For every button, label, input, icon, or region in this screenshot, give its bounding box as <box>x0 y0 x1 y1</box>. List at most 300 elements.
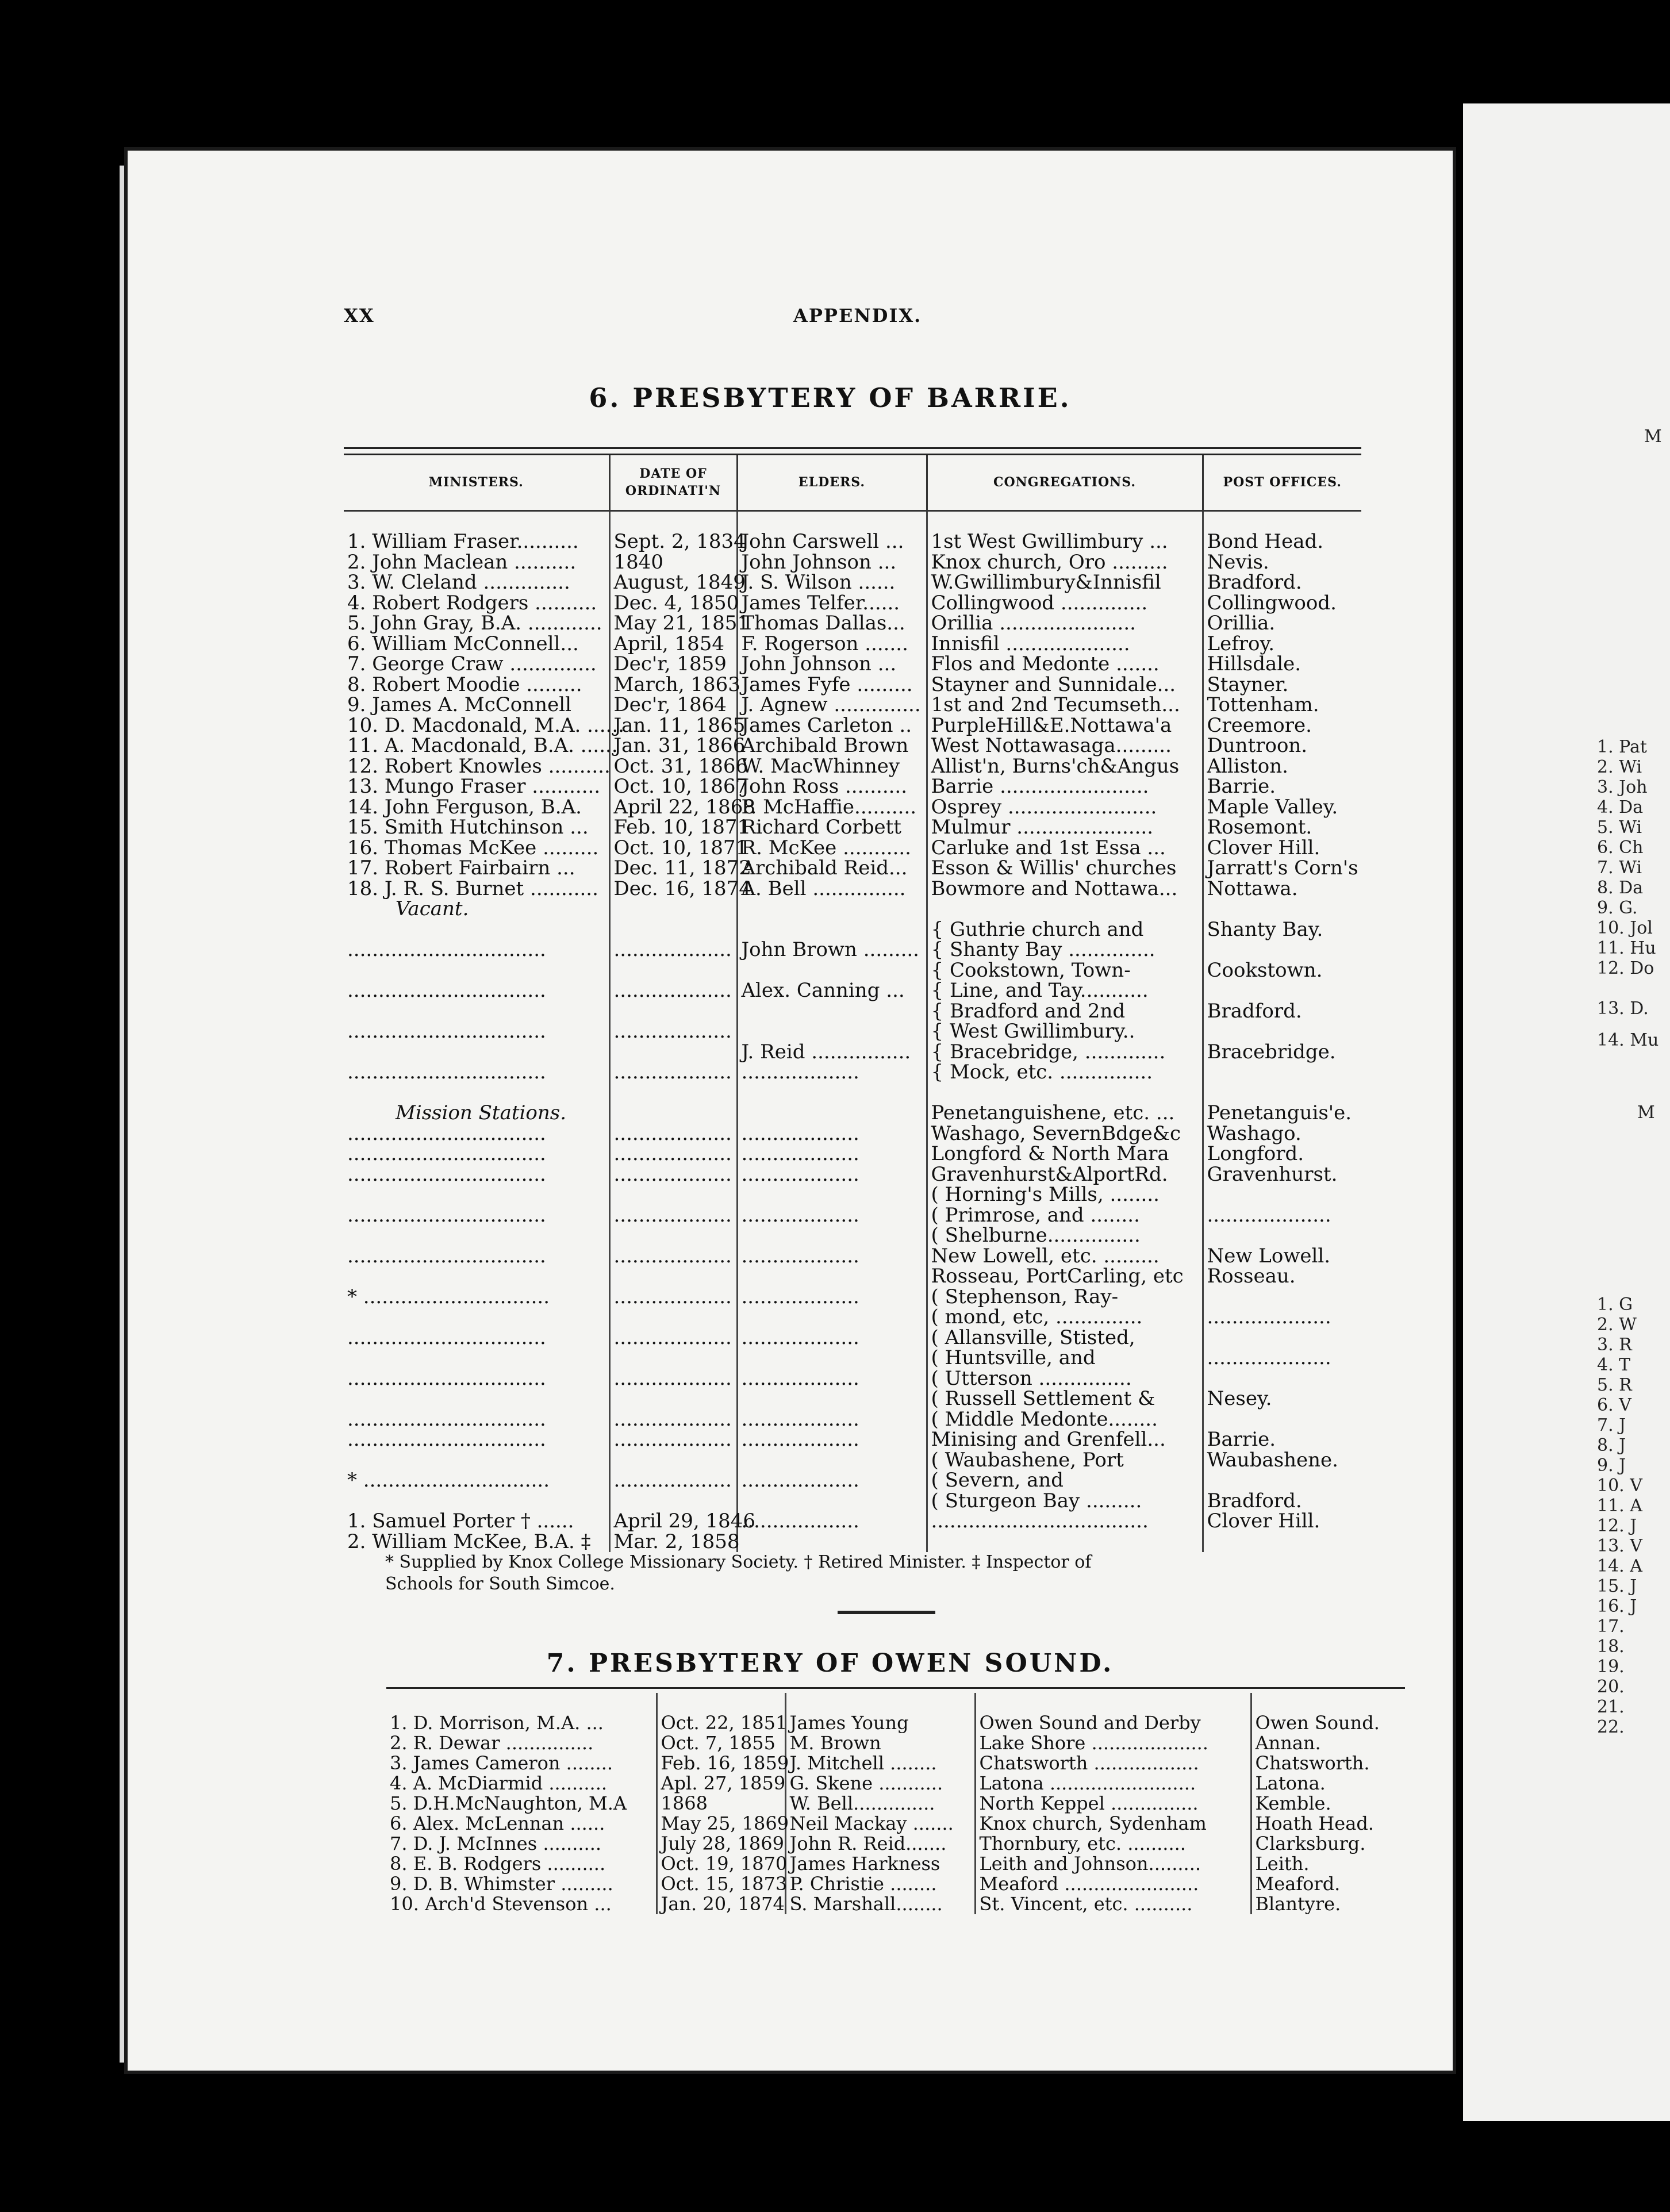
table-cell: Washago, SevernBdge&c <box>927 1124 1203 1145</box>
table-cell: ................................... <box>927 1511 1203 1532</box>
table-cell: Oct. 7, 1855 <box>657 1733 785 1753</box>
table-cell: ................... <box>737 1369 927 1389</box>
table-cell <box>1203 1410 1361 1430</box>
table-row <box>344 1287 1361 1308</box>
table-cell: Knox church, Sydenham <box>975 1814 1251 1834</box>
table-cell: ................... <box>737 1205 927 1226</box>
table-cell: ................... <box>737 1165 927 1185</box>
table-cell: Rosseau. <box>1203 1266 1361 1287</box>
table-cell: J. S. Wilson ...... <box>737 573 927 593</box>
table-cell: ................... <box>609 1062 737 1083</box>
table-row <box>344 593 1361 614</box>
table-cell <box>1203 1185 1361 1205</box>
table-cell: Sept. 2, 1834 <box>609 532 737 552</box>
table-cell: ................................ <box>347 1122 546 1145</box>
table-cell: Esson & Willis' churches <box>927 858 1203 879</box>
table-cell <box>737 1001 927 1022</box>
table-row <box>386 1794 1405 1814</box>
table-cell <box>737 1185 927 1205</box>
table-cell: Alliston. <box>1203 756 1361 777</box>
table-row <box>344 961 1361 981</box>
table-cell <box>737 1491 927 1512</box>
barrie-table <box>344 455 1361 1552</box>
table-cell <box>344 1266 609 1287</box>
table-cell: Osprey ........................ <box>927 797 1203 818</box>
col-ministers: MINISTERS. <box>344 455 609 510</box>
table-cell: St. Vincent, etc. .......... <box>975 1894 1251 1914</box>
table-cell: ( Huntsville, and <box>927 1348 1203 1369</box>
table-row <box>386 1693 1405 1713</box>
table-cell <box>737 899 927 920</box>
table-cell: 14. John Ferguson, B.A. <box>347 795 582 819</box>
table-row <box>344 1348 1361 1369</box>
table-cell: W. MacWhinney <box>737 756 927 777</box>
table-cell: Allist'n, Burns'ch&Angus <box>927 756 1203 777</box>
table-cell: 10. D. Macdonald, M.A. ...... <box>347 713 624 737</box>
adjacent-page-fragment: 6. Ch <box>1597 838 1644 858</box>
table-cell: Vacant. <box>396 897 469 920</box>
table-cell: ................... <box>737 1511 927 1532</box>
table-cell: August, 1849 <box>609 573 737 593</box>
table-cell <box>386 1693 657 1713</box>
table-cell: { Bracebridge, ............. <box>927 1042 1203 1063</box>
table-row <box>344 1430 1361 1450</box>
table-row <box>344 1144 1361 1165</box>
adjacent-page-fragment: 1. Pat <box>1597 737 1647 757</box>
table-cell: Clarksburg. <box>1251 1834 1405 1854</box>
table-cell: ................... <box>737 1430 927 1450</box>
table-cell <box>1203 1532 1361 1553</box>
table-cell <box>344 510 609 532</box>
table-cell: March, 1863 <box>609 675 737 696</box>
table-cell: Rosseau, PortCarling, etc <box>927 1266 1203 1287</box>
table-cell: ( Utterson ............... <box>927 1369 1203 1389</box>
table-row <box>386 1753 1405 1773</box>
table-cell: { Guthrie church and <box>927 920 1203 940</box>
table-cell <box>737 1532 927 1553</box>
table-cell: 1st and 2nd Tecumseth... <box>927 695 1203 716</box>
table-row <box>344 940 1361 961</box>
table-cell: 8. Robert Moodie ......... <box>347 673 582 696</box>
table-cell: { West Gwillimbury.. <box>927 1021 1203 1042</box>
table-cell <box>344 1042 609 1063</box>
table-cell <box>609 1042 737 1063</box>
table-cell: { Shanty Bay .............. <box>927 940 1203 961</box>
table-cell: ( Horning's Mills, ........ <box>927 1185 1203 1205</box>
table-cell: ................... <box>609 1369 737 1389</box>
table-cell: 6. Alex. McLennan ...... <box>390 1812 605 1834</box>
adjacent-page-fragment: 3. R <box>1597 1335 1632 1355</box>
table-cell <box>927 899 1203 920</box>
table-cell: ................... <box>609 1328 737 1349</box>
table-cell: ( Severn, and <box>927 1470 1203 1491</box>
table-row <box>344 654 1361 675</box>
table-cell <box>737 1307 927 1328</box>
table-cell: Creemore. <box>1203 716 1361 736</box>
table-cell: Chatsworth .................. <box>975 1753 1251 1773</box>
table-cell <box>609 1083 737 1104</box>
table-cell: Leith and Johnson......... <box>975 1854 1251 1874</box>
table-cell: Gravenhurst. <box>1203 1165 1361 1185</box>
table-cell: Knox church, Oro ......... <box>927 552 1203 573</box>
adjacent-page-fragment: 16. J <box>1597 1596 1637 1616</box>
table-cell: Archibald Brown <box>737 736 927 756</box>
table-cell: ................... <box>609 1470 737 1491</box>
table-cell <box>1203 1470 1361 1491</box>
table-cell: May 21, 1851 <box>609 613 737 634</box>
adjacent-page-fragment: 12. Do <box>1597 958 1654 978</box>
table-row <box>386 1814 1405 1834</box>
table-row <box>344 838 1361 859</box>
section-divider <box>838 1611 935 1614</box>
page-number: XX <box>344 305 375 327</box>
table-cell: ................... <box>609 940 737 961</box>
table-cell <box>609 1389 737 1410</box>
table-cell <box>1203 981 1361 1001</box>
table-cell: John Brown ......... <box>737 940 927 961</box>
footnote-line-2: Schools for South Simcoe. <box>385 1574 615 1594</box>
table-cell <box>1203 1328 1361 1349</box>
table-cell: Mar. 2, 1858 <box>609 1532 737 1553</box>
table-cell: 3. James Cameron ........ <box>390 1752 613 1774</box>
table-cell <box>609 1450 737 1471</box>
table-cell: Orillia ...................... <box>927 613 1203 634</box>
table-cell: James Young <box>785 1713 975 1733</box>
table-row <box>344 1307 1361 1328</box>
table-cell: Bracebridge. <box>1203 1042 1361 1063</box>
table-cell: 2. John Maclean .......... <box>347 550 577 574</box>
barrie-top-rule <box>344 447 1361 455</box>
table-cell <box>344 961 609 981</box>
table-cell: Annan. <box>1251 1733 1405 1753</box>
barrie-table-body <box>344 510 1361 1552</box>
table-cell <box>737 510 927 532</box>
adjacent-page-fragment: 4. T <box>1597 1355 1631 1375</box>
owen-top-rule <box>386 1687 1405 1689</box>
table-cell: Thomas Dallas... <box>737 613 927 634</box>
table-cell: 9. James A. McConnell <box>347 693 571 716</box>
table-row <box>344 675 1361 696</box>
table-cell <box>737 1226 927 1246</box>
table-cell: P. Christie ........ <box>785 1874 975 1894</box>
table-row <box>344 1001 1361 1022</box>
table-cell: Stayner. <box>1203 675 1361 696</box>
table-row <box>344 1165 1361 1185</box>
table-cell: Minising and Grenfell... <box>927 1430 1203 1450</box>
table-cell: 7. George Craw .............. <box>347 652 597 675</box>
table-cell: W.Gwillimbury&Innisfil <box>927 573 1203 593</box>
table-cell: Duntroon. <box>1203 736 1361 756</box>
barrie-title: 6. PRESBYTERY OF BARRIE. <box>589 382 1072 413</box>
table-row <box>344 1266 1361 1287</box>
table-row <box>344 1470 1361 1491</box>
table-cell: Dec'r, 1859 <box>609 654 737 675</box>
table-cell: ( Shelburne............... <box>927 1226 1203 1246</box>
table-cell: Bradford. <box>1203 1491 1361 1512</box>
adjacent-page-fragment: 12. J <box>1597 1516 1637 1536</box>
adjacent-page-fragment: 11. A <box>1597 1496 1642 1516</box>
table-cell: G. Skene ........... <box>785 1773 975 1794</box>
table-cell: 5. D.H.McNaughton, M.A <box>390 1792 627 1814</box>
col-post-offices: POST OFFICES. <box>1203 455 1361 510</box>
table-cell: 1. Samuel Porter † ...... <box>347 1510 574 1533</box>
table-row <box>344 1450 1361 1471</box>
adjacent-page-fragment: 3. Joh <box>1597 777 1648 797</box>
table-cell <box>927 510 1203 532</box>
table-row <box>344 1062 1361 1083</box>
table-cell: 12. Robert Knowles .......... <box>347 754 611 778</box>
table-cell <box>609 1307 737 1328</box>
table-row <box>344 1226 1361 1246</box>
table-cell: 1st West Gwillimbury ... <box>927 532 1203 552</box>
table-cell: Dec. 4, 1850 <box>609 593 737 614</box>
table-cell <box>737 1348 927 1369</box>
adjacent-page-fragment: M <box>1644 427 1662 447</box>
table-cell: Innisfil .................... <box>927 634 1203 655</box>
table-cell: ................... <box>737 1144 927 1165</box>
table-cell <box>609 920 737 940</box>
table-cell: Nevis. <box>1203 552 1361 573</box>
table-row <box>344 879 1361 900</box>
table-cell <box>1203 1287 1361 1308</box>
table-cell <box>1203 1369 1361 1389</box>
table-cell: ................... <box>609 1410 737 1430</box>
adjacent-page-fragment: 13. D. <box>1597 999 1649 1019</box>
table-cell: Bond Head. <box>1203 532 1361 552</box>
footnote-line-1: * Supplied by Knox College Missionary Society. † Retired Minister. ‡ Inspector of <box>385 1552 1092 1572</box>
table-cell: ( Waubashene, Port <box>927 1450 1203 1471</box>
table-cell: ................... <box>609 1430 737 1450</box>
table-cell: ( mond, etc, .............. <box>927 1307 1203 1328</box>
table-cell: Mulmur ...................... <box>927 817 1203 838</box>
table-row <box>386 1874 1405 1894</box>
table-cell: Flos and Medonte ....... <box>927 654 1203 675</box>
table-cell: Washago. <box>1203 1124 1361 1145</box>
table-row <box>344 858 1361 879</box>
table-cell: 5. John Gray, B.A. ............ <box>347 612 602 635</box>
adjacent-page-fragment: 7. J <box>1597 1415 1626 1435</box>
table-cell <box>609 899 737 920</box>
adjacent-page-fragment: 10. V <box>1597 1476 1642 1496</box>
table-cell <box>1251 1693 1405 1713</box>
table-row <box>386 1894 1405 1914</box>
adjacent-page-fragment: 5. Wi <box>1597 817 1642 838</box>
table-row <box>386 1773 1405 1794</box>
table-cell: West Nottawasaga......... <box>927 736 1203 756</box>
table-cell: P. McHaffie.......... <box>737 797 927 818</box>
table-cell: * .............................. <box>347 1469 550 1492</box>
table-cell <box>737 1450 927 1471</box>
table-cell: ................................ <box>347 1244 546 1268</box>
table-cell: 8. E. B. Rodgers .......... <box>390 1853 606 1875</box>
table-cell: Oct. 19, 1870 <box>657 1854 785 1874</box>
table-cell: Jan. 31, 1866 <box>609 736 737 756</box>
table-cell: Penetanguishene, etc. ... <box>927 1103 1203 1124</box>
table-cell: John Johnson ... <box>737 552 927 573</box>
table-row <box>344 1511 1361 1532</box>
table-cell <box>609 1226 737 1246</box>
table-cell <box>927 1083 1203 1104</box>
table-cell <box>344 1185 609 1205</box>
table-cell: ( Russell Settlement & <box>927 1389 1203 1410</box>
table-cell: ................... <box>609 1144 737 1165</box>
table-cell: ................................ <box>347 1020 546 1043</box>
table-cell: Latona. <box>1251 1773 1405 1794</box>
table-cell: Rosemont. <box>1203 817 1361 838</box>
table-cell <box>609 510 737 532</box>
table-cell: ................................ <box>347 1428 546 1451</box>
table-cell: Hillsdale. <box>1203 654 1361 675</box>
adjacent-page-fragment: 19. <box>1597 1657 1625 1677</box>
table-cell: ................... <box>737 1328 927 1349</box>
table-cell: J. Reid ................ <box>737 1042 927 1063</box>
table-cell: F. Rogerson ....... <box>737 634 927 655</box>
table-cell: J. Agnew .............. <box>737 695 927 716</box>
adjacent-page-fragment: 9. G. <box>1597 898 1638 918</box>
table-cell: ................................ <box>347 1366 546 1390</box>
table-cell <box>737 1021 927 1042</box>
table-cell: James Harkness <box>785 1854 975 1874</box>
table-cell: ................... <box>737 1246 927 1267</box>
table-cell: ( Stephenson, Ray- <box>927 1287 1203 1308</box>
table-cell: ................................ <box>347 1203 546 1227</box>
table-cell <box>1203 940 1361 961</box>
table-cell: 1. D. Morrison, M.A. ... <box>390 1712 604 1734</box>
table-cell: R. McKee ........... <box>737 838 927 859</box>
table-cell: Longford. <box>1203 1144 1361 1165</box>
adjacent-page-fragment: 2. Wi <box>1597 757 1642 777</box>
table-cell: Waubashene. <box>1203 1450 1361 1471</box>
table-cell: April, 1854 <box>609 634 737 655</box>
table-cell: ................... <box>609 1124 737 1145</box>
owen-title: 7. PRESBYTERY OF OWEN SOUND. <box>546 1649 1114 1678</box>
table-cell: Owen Sound and Derby <box>975 1713 1251 1733</box>
table-cell: ................... <box>737 1124 927 1145</box>
table-cell <box>1203 1062 1361 1083</box>
table-cell: Longford & North Mara <box>927 1144 1203 1165</box>
table-row <box>344 1328 1361 1349</box>
table-cell: Carluke and 1st Essa ... <box>927 838 1203 859</box>
table-cell: Stayner and Sunnidale... <box>927 675 1203 696</box>
adjacent-page-fragment: 14. Mu <box>1597 1030 1659 1050</box>
table-cell: ................................ <box>347 979 546 1002</box>
col-elders: ELDERS. <box>737 455 927 510</box>
table-cell: 1. William Fraser.......... <box>347 530 579 553</box>
table-cell: Nesey. <box>1203 1389 1361 1410</box>
table-cell: { Cookstown, Town- <box>927 961 1203 981</box>
table-cell: 16. Thomas McKee ......... <box>347 836 599 859</box>
table-cell: New Lowell, etc. ......... <box>927 1246 1203 1267</box>
col-date: DATE OF ORDINATI'N <box>609 455 737 510</box>
table-cell <box>344 920 609 940</box>
table-row <box>344 1083 1361 1104</box>
table-cell <box>609 961 737 981</box>
table-cell <box>737 1103 927 1124</box>
table-cell: ................................ <box>347 938 546 961</box>
running-head: APPENDIX. <box>793 305 922 327</box>
table-cell: 3. W. Cleland .............. <box>347 571 570 594</box>
adjacent-page-fragment: 21. <box>1597 1697 1625 1717</box>
table-row <box>344 1103 1361 1124</box>
table-cell: Apl. 27, 1859 <box>657 1773 785 1794</box>
table-cell: Collingwood .............. <box>927 593 1203 614</box>
table-cell: 2. R. Dewar ............... <box>390 1732 594 1754</box>
table-cell <box>737 1266 927 1287</box>
table-cell: A. Bell ............... <box>737 879 927 900</box>
adjacent-page-fragment: 1. G <box>1597 1295 1633 1315</box>
table-row <box>344 695 1361 716</box>
table-cell: Jan. 20, 1874 <box>657 1894 785 1914</box>
table-row <box>344 1021 1361 1042</box>
table-cell: May 25, 1869 <box>657 1814 785 1834</box>
table-row <box>344 981 1361 1001</box>
table-cell: 1840 <box>609 552 737 573</box>
table-cell: 6. William McConnell... <box>347 632 579 655</box>
table-cell <box>344 1307 609 1328</box>
table-cell: Meaford ....................... <box>975 1874 1251 1894</box>
table-cell <box>344 1450 609 1471</box>
table-cell <box>344 1083 609 1104</box>
table-cell: 15. Smith Hutchinson ... <box>347 816 589 839</box>
table-cell: Maple Valley. <box>1203 797 1361 818</box>
table-cell: Neil Mackay ....... <box>785 1814 975 1834</box>
adjacent-page-fragment: 8. Da <box>1597 878 1644 898</box>
table-cell: ................... <box>609 1021 737 1042</box>
table-cell: Tottenham. <box>1203 695 1361 716</box>
table-cell: Owen Sound. <box>1251 1713 1405 1733</box>
table-row <box>344 736 1361 756</box>
table-row <box>344 1369 1361 1389</box>
table-cell: Oct. 31, 1866 <box>609 756 737 777</box>
table-cell: Bradford. <box>1203 573 1361 593</box>
table-cell: ................... <box>737 1470 927 1491</box>
table-row <box>344 510 1361 532</box>
table-cell: ................................ <box>347 1061 546 1084</box>
table-row <box>386 1713 1405 1733</box>
table-cell: ................................ <box>347 1162 546 1186</box>
table-cell <box>609 1348 737 1369</box>
table-cell: April 29, 1846 <box>609 1511 737 1532</box>
table-cell: { Mock, etc. ............... <box>927 1062 1203 1083</box>
table-cell: .................... <box>1203 1307 1361 1328</box>
table-cell <box>609 1103 737 1124</box>
table-row <box>344 1185 1361 1205</box>
table-row <box>344 777 1361 797</box>
table-cell: 2. William McKee, B.A. ‡ <box>347 1530 591 1553</box>
table-cell: Dec. 11, 1872 <box>609 858 737 879</box>
table-row <box>386 1733 1405 1753</box>
table-row <box>386 1834 1405 1854</box>
table-cell: Meaford. <box>1251 1874 1405 1894</box>
table-cell: S. Marshall........ <box>785 1894 975 1914</box>
table-cell: Oct. 22, 1851 <box>657 1713 785 1733</box>
table-cell: Chatsworth. <box>1251 1753 1405 1773</box>
table-cell: ................... <box>737 1410 927 1430</box>
table-cell: ................... <box>609 1246 737 1267</box>
table-cell: Oct. 10, 1867 <box>609 777 737 797</box>
table-cell <box>344 1001 609 1022</box>
table-cell: M. Brown <box>785 1733 975 1753</box>
table-cell: Kemble. <box>1251 1794 1405 1814</box>
table-cell: John Johnson ... <box>737 654 927 675</box>
adjacent-page-fragment: 6. V <box>1597 1395 1631 1415</box>
table-cell: Feb. 16, 1859 <box>657 1753 785 1773</box>
table-row <box>344 817 1361 838</box>
table-cell: Blantyre. <box>1251 1894 1405 1914</box>
table-row <box>344 1042 1361 1063</box>
table-cell: Archibald Reid... <box>737 858 927 879</box>
table-cell: John Carswell ... <box>737 532 927 552</box>
